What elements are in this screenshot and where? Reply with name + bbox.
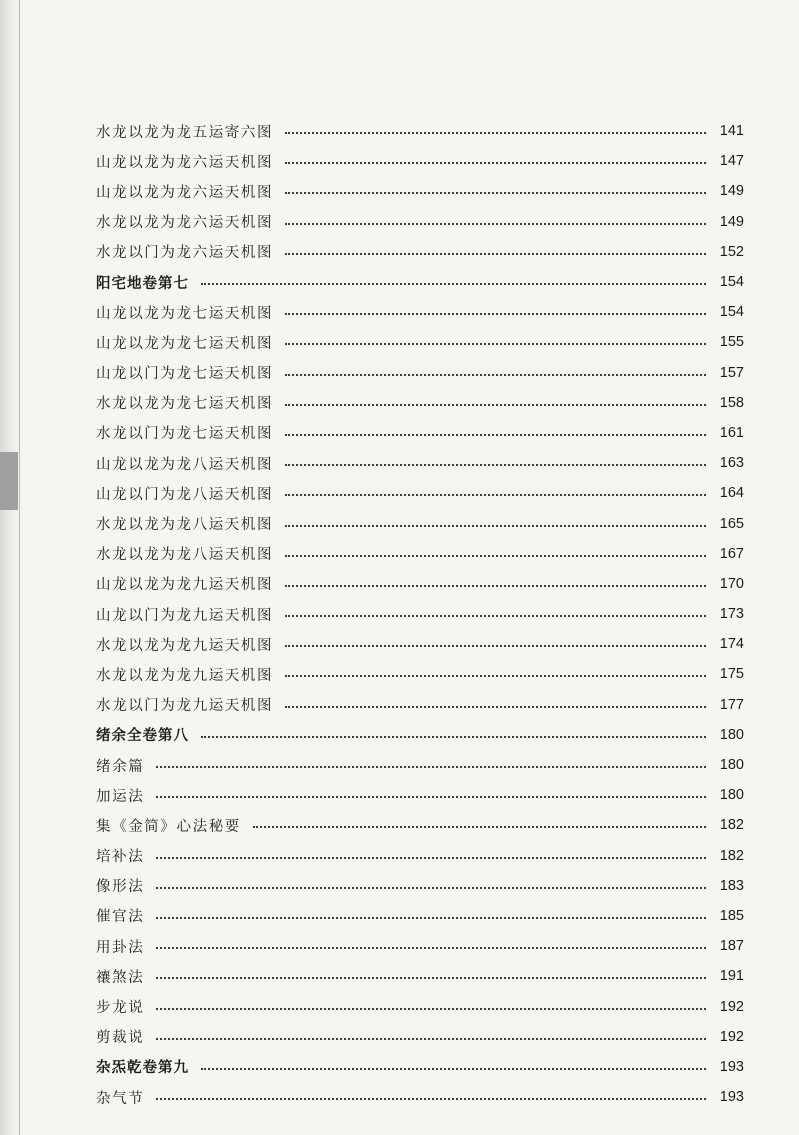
toc-page-number: 180 <box>719 787 744 804</box>
toc-page-number: 170 <box>719 575 744 592</box>
toc-dot-leader <box>285 192 706 194</box>
toc-entry[interactable] <box>96 448 744 478</box>
toc-entry[interactable] <box>96 750 744 780</box>
toc-entry[interactable] <box>96 599 744 629</box>
toc-page-number: 165 <box>719 515 744 532</box>
toc-entry[interactable] <box>96 961 744 991</box>
toc-dot-leader <box>285 675 706 677</box>
page-binding-edge <box>19 0 20 1135</box>
toc-page-number: 173 <box>719 606 744 623</box>
toc-page-number: 157 <box>719 364 744 381</box>
toc-entry-title: 山龙以龙为龙七运天机图 <box>96 335 274 352</box>
toc-page-number: 149 <box>719 183 744 200</box>
toc-entry-title: 山龙以门为龙九运天机图 <box>96 607 274 624</box>
toc-entry-title: 山龙以龙为龙六运天机图 <box>96 184 274 201</box>
toc-dot-leader <box>285 162 706 164</box>
toc-entry[interactable] <box>96 1022 744 1052</box>
page-edge-tab <box>0 452 18 510</box>
toc-dot-leader <box>285 645 706 647</box>
toc-entry-title: 培补法 <box>96 849 145 866</box>
toc-section-heading[interactable] <box>96 1052 744 1082</box>
toc-dot-leader <box>285 494 706 496</box>
toc-page-number: 180 <box>719 757 744 774</box>
toc-page-number: 161 <box>719 424 744 441</box>
toc-entry[interactable] <box>96 659 744 689</box>
toc-entry-title: 山龙以门为龙八运天机图 <box>96 486 274 503</box>
toc-entry[interactable] <box>96 841 744 871</box>
toc-section-title: 杂炁乾卷第九 <box>96 1060 189 1077</box>
toc-entry[interactable] <box>96 176 744 206</box>
toc-entry-title: 杂气节 <box>96 1090 145 1107</box>
table-of-contents <box>96 116 744 1112</box>
toc-dot-leader <box>156 1038 706 1040</box>
toc-dot-leader <box>156 977 706 979</box>
toc-page-number: 164 <box>719 485 744 502</box>
toc-entry-title: 山龙以龙为龙六运天机图 <box>96 154 274 171</box>
toc-entry-title: 山龙以龙为龙八运天机图 <box>96 456 274 473</box>
toc-dot-leader <box>285 585 706 587</box>
toc-entry-title: 步龙说 <box>96 1000 145 1017</box>
toc-page-number: 193 <box>719 1089 744 1106</box>
toc-page-number: 154 <box>719 304 744 321</box>
toc-entry[interactable] <box>96 116 744 146</box>
toc-dot-leader <box>285 464 706 466</box>
toc-entry-title: 用卦法 <box>96 939 145 956</box>
toc-entry-title: 水龙以龙为龙五运寄六图 <box>96 124 274 141</box>
toc-entry-title: 禳煞法 <box>96 969 145 986</box>
toc-entry-title: 水龙以龙为龙六运天机图 <box>96 215 274 232</box>
toc-page-number: 149 <box>719 213 744 230</box>
toc-page-number: 177 <box>719 696 744 713</box>
toc-entry[interactable] <box>96 780 744 810</box>
toc-dot-leader <box>285 706 706 708</box>
toc-entry-title: 水龙以龙为龙九运天机图 <box>96 637 274 654</box>
toc-page-number: 174 <box>719 636 744 653</box>
toc-entry-title: 山龙以门为龙七运天机图 <box>96 366 274 383</box>
toc-entry-title: 像形法 <box>96 879 145 896</box>
toc-dot-leader <box>253 826 706 828</box>
toc-entry[interactable] <box>96 539 744 569</box>
toc-entry[interactable] <box>96 478 744 508</box>
toc-page-number: 141 <box>719 123 744 140</box>
toc-dot-leader <box>285 525 706 527</box>
toc-entry[interactable] <box>96 358 744 388</box>
toc-entry-title: 水龙以门为龙六运天机图 <box>96 245 274 262</box>
toc-dot-leader <box>285 404 706 406</box>
toc-entry-title: 加运法 <box>96 788 145 805</box>
toc-page-number: 155 <box>719 334 744 351</box>
toc-entry[interactable] <box>96 629 744 659</box>
toc-entry[interactable] <box>96 931 744 961</box>
toc-page-number: 180 <box>719 726 744 743</box>
toc-page-number: 193 <box>719 1058 744 1075</box>
toc-entry[interactable] <box>96 690 744 720</box>
toc-entry-title: 集《金简》心法秘要 <box>96 818 241 835</box>
toc-entry[interactable] <box>96 207 744 237</box>
toc-entry[interactable] <box>96 1082 744 1112</box>
toc-entry-title: 水龙以门为龙七运天机图 <box>96 426 274 443</box>
toc-dot-leader <box>285 343 706 345</box>
toc-entry[interactable] <box>96 237 744 267</box>
toc-entry[interactable] <box>96 991 744 1021</box>
toc-entry-title: 山龙以龙为龙七运天机图 <box>96 305 274 322</box>
toc-dot-leader <box>156 1008 706 1010</box>
toc-entry-title: 山龙以龙为龙九运天机图 <box>96 577 274 594</box>
toc-page-number: 192 <box>719 998 744 1015</box>
toc-page-number: 163 <box>719 455 744 472</box>
toc-entry[interactable] <box>96 508 744 538</box>
toc-entry[interactable] <box>96 297 744 327</box>
toc-dot-leader <box>285 615 706 617</box>
toc-entry[interactable] <box>96 871 744 901</box>
toc-dot-leader <box>156 1098 706 1100</box>
toc-dot-leader <box>285 374 706 376</box>
toc-entry[interactable] <box>96 327 744 357</box>
toc-dot-leader <box>156 857 706 859</box>
toc-page-number: 158 <box>719 394 744 411</box>
toc-section-heading[interactable] <box>96 267 744 297</box>
toc-dot-leader <box>285 223 706 225</box>
toc-section-title: 阳宅地卷第七 <box>96 275 189 292</box>
toc-entry-title: 绪余篇 <box>96 758 145 775</box>
toc-page-number: 182 <box>719 847 744 864</box>
toc-entry-title: 催官法 <box>96 909 145 926</box>
toc-page-number: 183 <box>719 877 744 894</box>
toc-page-number: 152 <box>719 243 744 260</box>
toc-dot-leader <box>156 796 706 798</box>
toc-page-number: 182 <box>719 817 744 834</box>
toc-entry[interactable] <box>96 388 744 418</box>
toc-entry-title: 水龙以龙为龙八运天机图 <box>96 547 274 564</box>
toc-dot-leader <box>156 887 706 889</box>
toc-dot-leader <box>285 132 706 134</box>
toc-dot-leader <box>285 434 706 436</box>
toc-entry-title: 水龙以门为龙九运天机图 <box>96 698 274 715</box>
toc-entry[interactable] <box>96 569 744 599</box>
toc-section-heading[interactable] <box>96 720 744 750</box>
toc-page-number: 175 <box>719 666 744 683</box>
toc-dot-leader <box>285 253 706 255</box>
page-binding-shadow <box>0 0 20 1135</box>
toc-page-number: 187 <box>719 938 744 955</box>
toc-dot-leader <box>156 947 706 949</box>
toc-page-number: 167 <box>719 545 744 562</box>
toc-dot-leader <box>285 555 706 557</box>
toc-page-number: 185 <box>719 907 744 924</box>
toc-entry[interactable] <box>96 418 744 448</box>
toc-entry-title: 水龙以龙为龙八运天机图 <box>96 517 274 534</box>
toc-dot-leader <box>156 766 706 768</box>
toc-page-number: 154 <box>719 274 744 291</box>
toc-page-number: 147 <box>719 153 744 170</box>
toc-dot-leader <box>156 917 706 919</box>
toc-section-title: 绪余全卷第八 <box>96 728 189 745</box>
toc-dot-leader <box>201 736 706 738</box>
toc-entry[interactable] <box>96 810 744 840</box>
toc-entry[interactable] <box>96 901 744 931</box>
toc-entry-title: 剪裁说 <box>96 1030 145 1047</box>
toc-page-number: 191 <box>719 968 744 985</box>
toc-entry-title: 水龙以龙为龙七运天机图 <box>96 396 274 413</box>
toc-entry[interactable] <box>96 146 744 176</box>
toc-dot-leader <box>201 1068 706 1070</box>
toc-page-number: 192 <box>719 1028 744 1045</box>
toc-dot-leader <box>285 313 706 315</box>
toc-dot-leader <box>201 283 706 285</box>
toc-entry-title: 水龙以龙为龙九运天机图 <box>96 667 274 684</box>
